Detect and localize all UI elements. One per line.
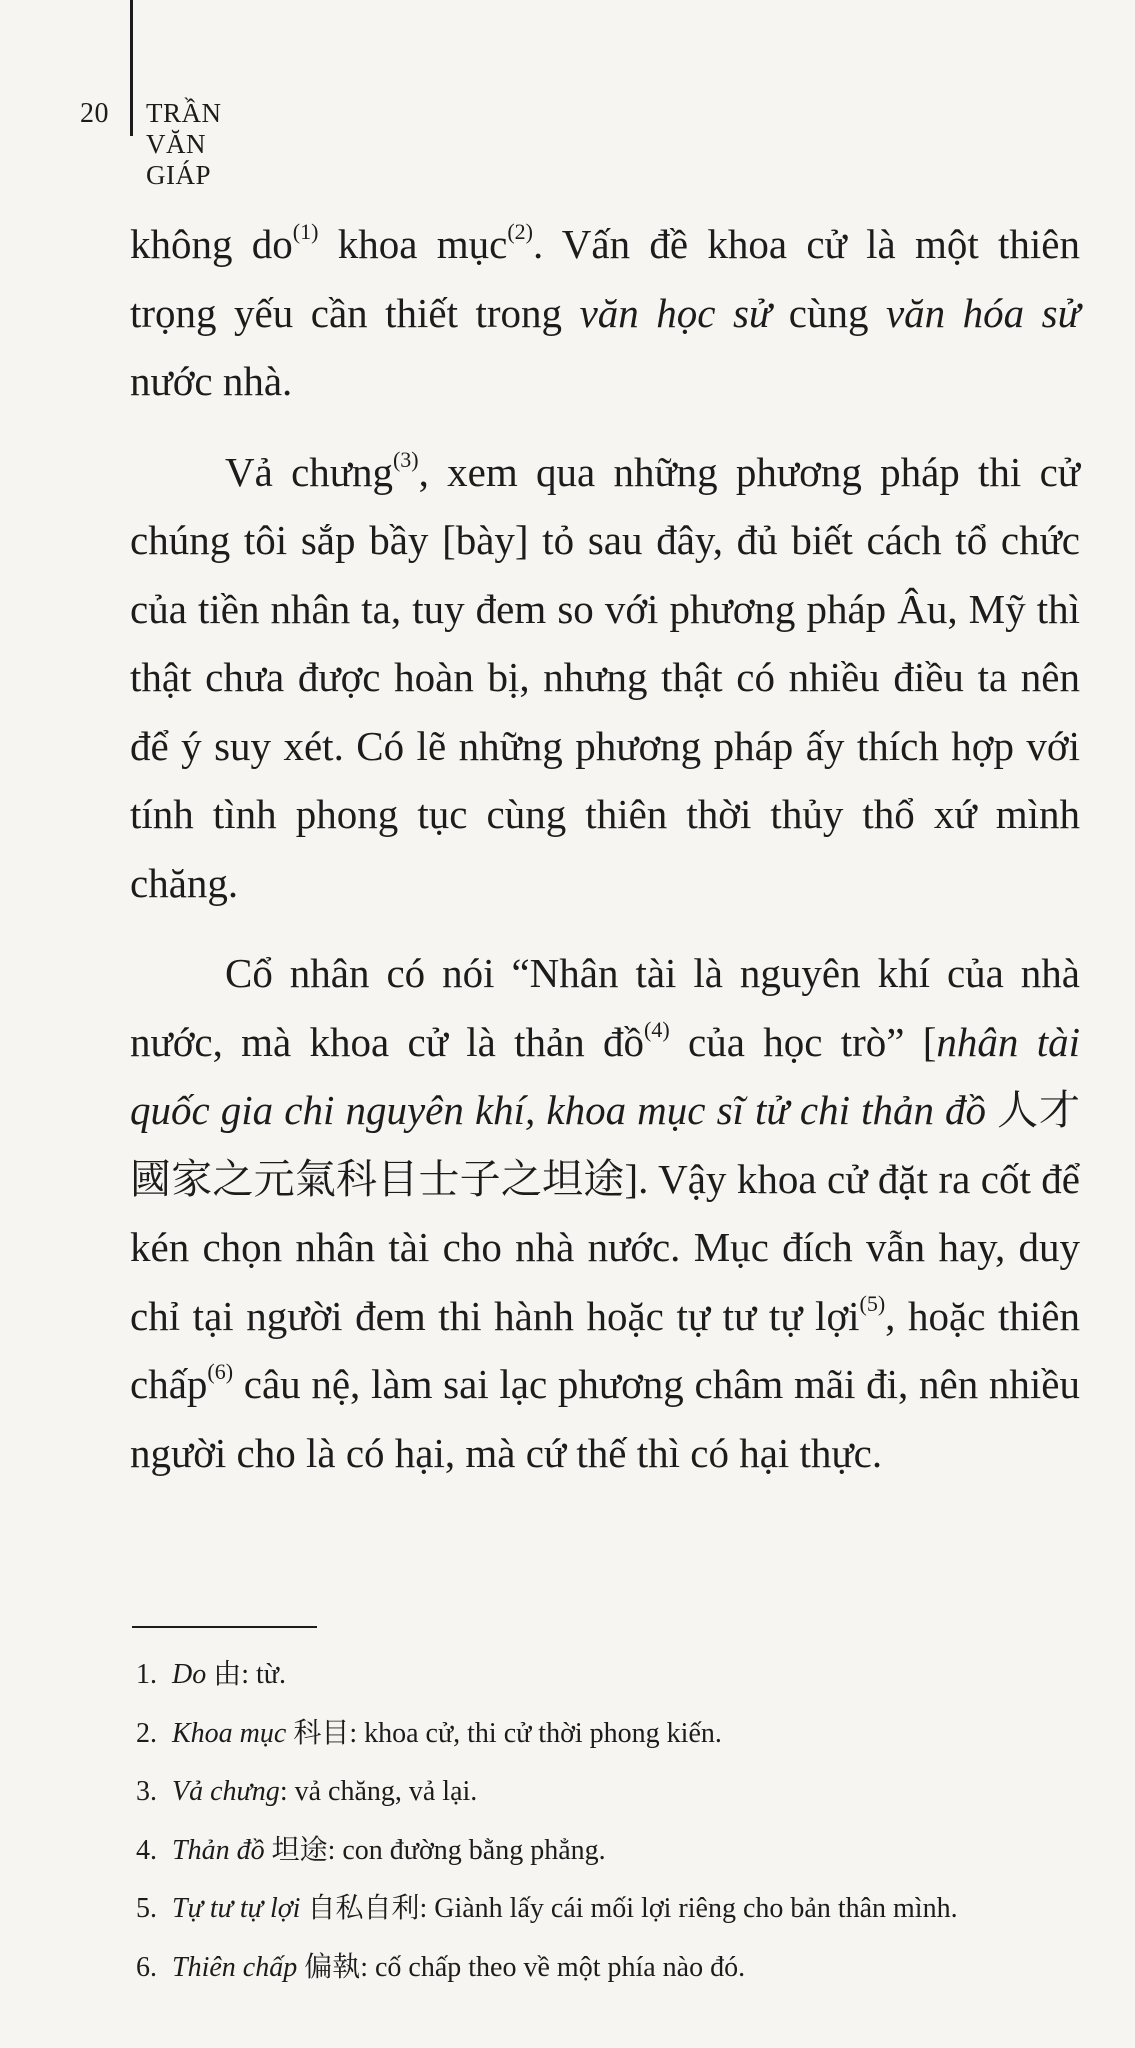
p1-text-5: nước nhà. (130, 358, 293, 404)
header-vertical-rule (130, 0, 133, 136)
footnote-ref-1: (1) (292, 219, 319, 244)
footnote-ref-5: (5) (859, 1290, 886, 1316)
footnote-1 (136, 1646, 1086, 1705)
footnote-3 (136, 1763, 1086, 1822)
footnote-term: Khoa mục (172, 1717, 287, 1749)
paragraph-1 (130, 210, 1080, 416)
p3-text-1: Cổ nhân có nói “Nhân tài là nguyên khí của nhà nước, mà khoa cử là thản đồ (130, 950, 1080, 1065)
p3-italic-1: nhân tài quốc gia chi nguyên khí, khoa mục sĩ tử chi thản đồ (130, 1018, 1080, 1133)
p1-text-2: khoa mục (318, 221, 508, 267)
footnote-text: : vả chăng, vả lại. (279, 1776, 478, 1807)
footnote-term: Thản đồ (172, 1834, 265, 1866)
p1-text-4: cùng (771, 289, 886, 336)
footnote-number: 5. (136, 1893, 157, 1924)
footnote-term: Thiên chấp (172, 1951, 298, 1983)
footnote-number: 4. (136, 1834, 157, 1866)
footnote-ref-6: (6) (207, 1359, 234, 1384)
footnote-term: Tự tư tự lợi (172, 1893, 301, 1924)
footnote-ref-4: (4) (644, 1016, 670, 1042)
footnote-6 (136, 1939, 1086, 1998)
footnote-2 (136, 1705, 1086, 1764)
footnotes (136, 1646, 1086, 1997)
p1-italic-2: văn hóa sử (885, 289, 1080, 336)
p1-text-1: không do (130, 221, 293, 267)
footnote-4 (136, 1822, 1086, 1881)
p2-text-2: , xem qua những phương pháp thi cử chúng tôi sắp bầy [bày] tỏ sau đây, đủ biết cách tổ chức của tiền nhân ta, tuy đem so với phương pháp Âu, Mỹ thì thật chưa được hoàn bị, nhưng thật có nhiều điều ta nên để ý suy xét. Có lẽ những phương pháp ấy thích hợp với tính tình phong tục cùng thiên thời thủy thổ xứ mình chăng. (130, 448, 1080, 906)
footnote-ref-2: (2) (507, 219, 533, 244)
running-head-author: TRẦN VĂN GIÁP (146, 98, 222, 190)
footnote-term: Do (172, 1659, 207, 1690)
body-text (130, 210, 1080, 1509)
p1-text-3: . Vấn đề khoa cử là một thiên trọng yếu cần thiết trong (130, 221, 1081, 336)
footnote-text: 自私自利: Giành lấy cái mối lợi riêng cho bản thân mình. (300, 1893, 958, 1924)
footnote-5 (136, 1880, 1086, 1939)
footnote-number: 1. (136, 1659, 157, 1690)
p2-text-1: Vả chưng (225, 448, 393, 495)
footnote-text: 坦途: con đường bằng phẳng. (264, 1834, 606, 1866)
footnote-term: Vả chưng (172, 1776, 280, 1807)
footnote-number: 6. (136, 1951, 157, 1983)
p3-text-4: , hoặc thiên chấp (130, 1292, 1080, 1407)
footnote-number: 2. (136, 1717, 157, 1749)
p3-text-5: câu nệ, làm sai lạc phương châm mãi đi, nên nhiều người cho là có hại, mà cứ thế thì có hại thực. (130, 1361, 1080, 1476)
footnote-text: 偏執: cố chấp theo về một phía nào đó. (297, 1951, 746, 1983)
footnote-divider (132, 1626, 317, 1628)
paragraph-3 (130, 939, 1080, 1487)
footnote-ref-3: (3) (392, 446, 419, 472)
p3-text-2: của học trò” [ (669, 1018, 937, 1065)
p1-italic-1: văn học sử (579, 289, 772, 336)
p3-text-3: 人才國家之元氣科目士子之坦途]. Vậy khoa cử đặt ra cốt để kén chọn nhân tài cho nhà nước. Mục đích vẫn hay, duy chỉ tại người đem thi hành hoặc tự tư tự lợi (130, 1087, 1081, 1339)
footnote-text: 科目: khoa cử, thi cử thời phong kiến. (286, 1717, 722, 1749)
footnote-text: 由: từ. (206, 1659, 286, 1690)
footnote-number: 3. (136, 1776, 157, 1807)
page-number: 20 (80, 98, 109, 129)
paragraph-2 (130, 438, 1080, 918)
